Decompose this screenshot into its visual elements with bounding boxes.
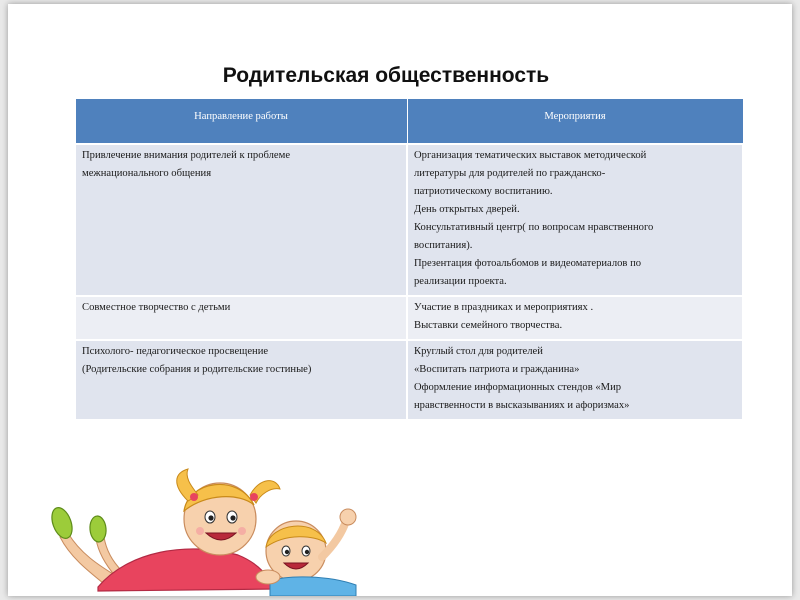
cell-line: Привлечение внимания родителей к проблеме [82, 150, 291, 161]
slide-title [8, 64, 792, 88]
direction-cell [75, 340, 407, 420]
cell-line: Презентация фотоальбомов и видеоматериалов по [414, 258, 642, 269]
direction-cell [75, 144, 407, 296]
cell-line: Круглый стол для родителей [414, 346, 543, 357]
cell-line: патриотическому воспитанию. [414, 186, 553, 197]
cell-line: День открытых дверей. [414, 204, 520, 215]
activities-table [74, 98, 744, 421]
header-events: Мероприятия [407, 99, 743, 145]
events-cell [407, 296, 743, 340]
table-row [75, 340, 743, 420]
children-lying-illustration-icon [38, 459, 368, 596]
events-cell [407, 144, 743, 296]
slide-title-text: Родительская общественность [222, 64, 550, 87]
table-row [75, 144, 743, 296]
cell-line: Выставки семейного творчества. [414, 320, 563, 331]
cell-line: Участие в праздниках и мероприятиях . [414, 302, 594, 313]
events-cell [407, 340, 743, 420]
cell-line: «Воспитать патриота и гражданина» [414, 364, 580, 375]
cell-line: Оформление информационных стендов «Мир [414, 382, 622, 393]
cell-line: Консультативный центр( по вопросам нравственного [414, 222, 654, 233]
cell-line: Психолого- педагогическое просвещение [82, 346, 269, 357]
cell-line: (Родительские собрания и родительские гостиные) [82, 364, 312, 375]
table-header-row [75, 99, 743, 145]
table-row [75, 296, 743, 340]
direction-cell [75, 296, 407, 340]
cell-line: Совместное творчество с детьми [82, 302, 231, 313]
cell-line: реализации проекта. [414, 276, 507, 287]
header-direction: Направление работы [75, 99, 407, 145]
slide [8, 4, 792, 596]
cell-line: литературы для родителей по гражданско- [414, 168, 606, 179]
cell-line: нравственности в высказываниях и афоризмах» [414, 400, 630, 411]
cell-line: межнационального общения [82, 168, 212, 179]
cell-line: Организация тематических выставок методической [414, 150, 647, 161]
cell-line: воспитания). [414, 240, 473, 251]
